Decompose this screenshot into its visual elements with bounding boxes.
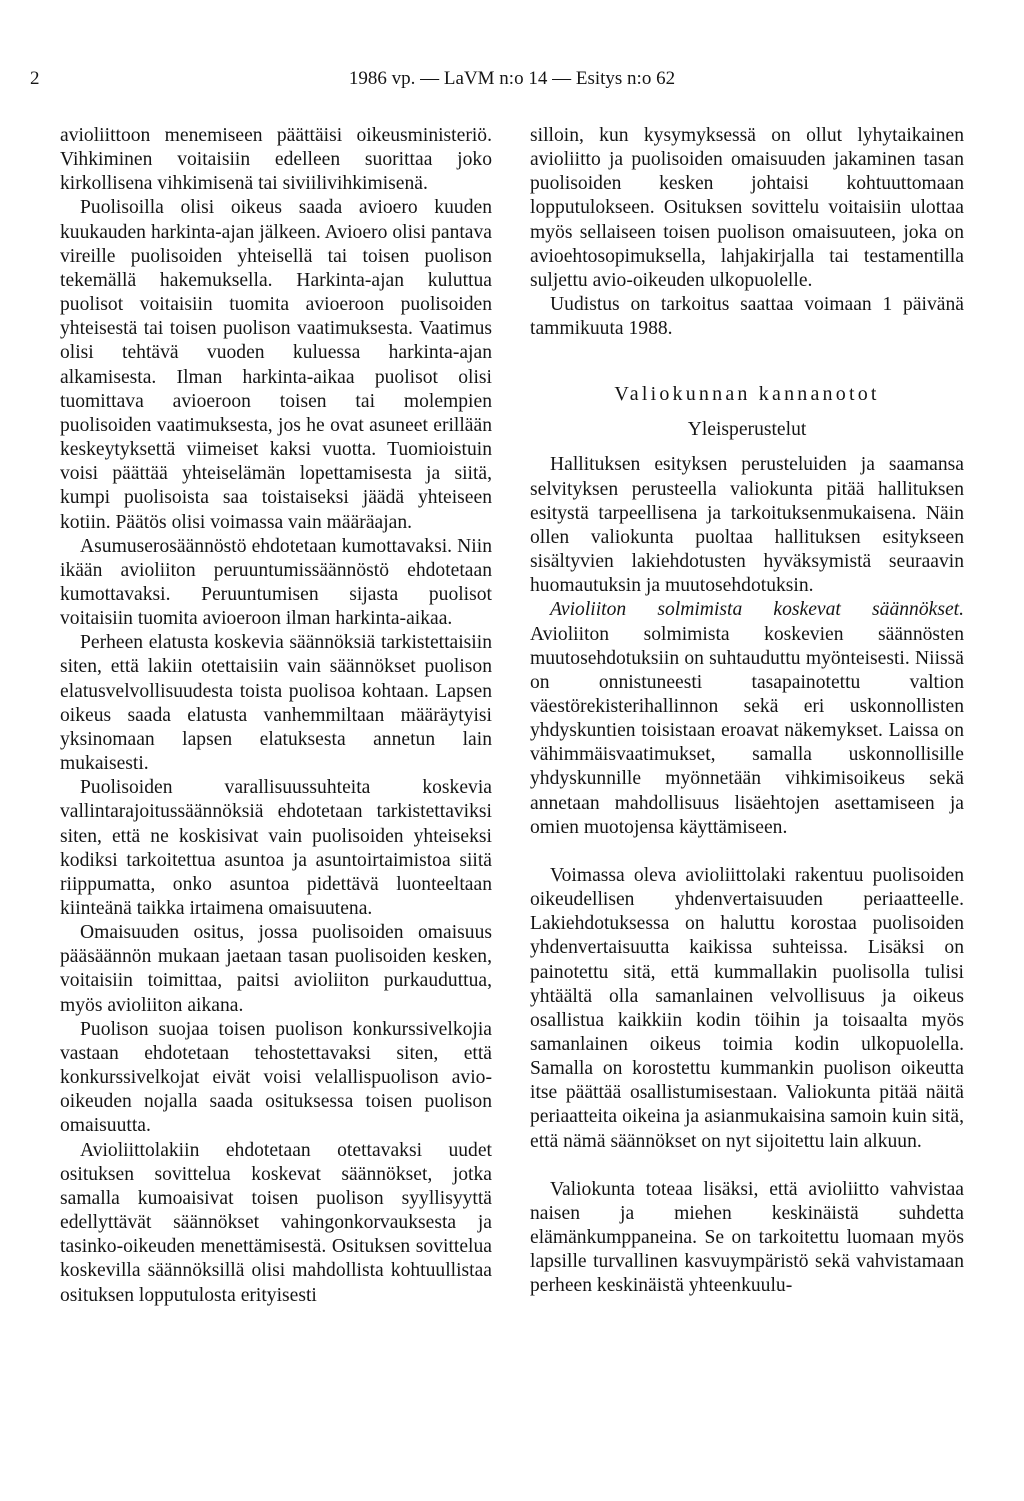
paragraph: Perheen elatusta koskevia säännöksiä tarkistettaisiin siten, että lakiin otettaisiin vain säännökset puolison elatusvelvollisuudesta toista puolisoa kohtaan. Lapsen oikeus saada elatusta vanhemmiltaan määräytyisi yksinomaan lapsen elatuksesta annetun lain mukaisesti. (60, 632, 492, 775)
paragraph-spacer (530, 1154, 964, 1178)
section-title: Valiokunnan kannanotot (614, 383, 880, 406)
paragraph: Puolisoilla olisi oikeus saada avioero kuuden kuukauden harkinta-ajan jälkeen. Avioero olisi pantava vireille puolisoiden yhteisellä tai toisen puolison tekemällä hakemuksella. Harkinta-ajan kuluttua puolisot voitaisiin tuomita avioeroon puolisoiden yhteisestä tai toisen puolison vaatimuksesta. Vaatimus olisi tehtävä vuoden kuluessa harkinta-ajan alkamisesta. Ilman harkinta-aikaa puolisot olisi tuomittava avioeroon toisen tai molempien puolisoiden vaatimuksesta, jos he ovat asuneet erillään keskeytyksettä viimeiset kaksi vuotta. Tuomioistuin voisi päättää yhteiselämän lopettamisesta ja siitä, kumpi puolisoista saa toistaiseksi jäädä yhteiseen kotiin. Päätös olisi voimassa vain määräajan. (60, 197, 492, 533)
paragraph: Puolison suojaa toisen puolison konkurssivelkojia vastaan ehdotetaan tehostettavaksi siten, että konkurssivelkojat eivät voisi velallispuolison avio-oikeuden nojalla saada osituksessa toisen puolison omaisuutta. (60, 1018, 492, 1137)
paragraph: Uudistus on tarkoitus saattaa voimaan 1 päivänä tammikuuta 1988. (530, 294, 964, 340)
page-number: 2 (30, 68, 40, 89)
paragraph: silloin, kun kysymyksessä on ollut lyhytaikainen avioliitto ja puolisoiden omaisuuden jakaminen tasan puolisoiden kesken johtaisi kohtuuttomaan lopputulokseen. Osituksen sovittelu voitaisiin ulottaa myös sellaiseen toisen puolison omaisuuteen, joka on avioehtosopimuksella, lahjakirjalla tai testamentilla suljettu avio-oikeuden ulkopuolelle. (530, 125, 964, 291)
subsection-title: Yleisperustelut (687, 419, 807, 441)
paragraph: Omaisuuden ositus, jossa puolisoiden omaisuus pääsäännön mukaan jaetaan tasan puolisoiden kesken, voitaisiin toimittaa, paitsi avioliiton purkauduttua, myös avioliiton aikana. (60, 922, 492, 1016)
right-column (530, 124, 964, 1299)
paragraph: avioliittoon menemiseen päättäisi oikeusministeriö. Vihkiminen voitaisiin edelleen suorittaa joko kirkollisena vihkimisenä tai siviilivihkimisenä. (60, 125, 492, 195)
paragraph: Valiokunta toteaa lisäksi, että avioliitto vahvistaa naisen ja miehen keskinäistä suhdetta elämänkumppaneina. Se on tarkoitettu luomaan myös lapsille turvallinen kasvuympäristö sekä vahvistamaan perheen keskinäistä yhteenkuulu- (530, 1178, 964, 1297)
paragraph (530, 598, 964, 840)
paragraph-heading: Avioliiton solmimista koskevat säännökset. (550, 599, 964, 621)
paragraph: Voimassa oleva avioliittolaki rakentuu puolisoiden oikeudellisen yhdenvertaisuuden periaatteelle. Lakiehdotuksessa on haluttu korostaa puolisoiden yhdenvertaisuutta kaikissa suhteissa. Lisäksi on painotettu sitä, että kummallakin puolisolla tulisi yhtäältä olla samanlainen velvollisuus ja oikeus osallistua kaikkiin kodin töihin ja toisaalta myös samanlainen oikeus toimia kodin ulkopuolella. Samalla on korostettu kummankin puolison oikeutta itse päättää osallistumisestaan. Valiokunta pitää näitä periaatteita oikeina ja asianmukaisina samoin kuin sitä, että nämä säännökset on nyt sijoitettu lain alkuun. (530, 864, 964, 1152)
running-head: 1986 vp. — LaVM n:o 14 — Esitys n:o 62 (348, 68, 676, 89)
paragraph: Asumuserosäännöstö ehdotetaan kumottavaksi. Niin ikään avioliiton peruuntumissäännöstö ehdotetaan kumottavaksi. Peruuntumisen sijasta puolisot voitaisiin tuomita avioeroon ilman harkinta-aikaa. (60, 535, 492, 630)
paragraph: Puolisoiden varallisuussuhteita koskevia vallintarajoitussäännöksiä ehdotetaan tarkistettaviksi siten, että ne koskisivat vain puolisoiden yhteiseksi kodiksi tarkoitettua asuntoa ja asuntoirtaimistoa siitä riippumatta, onko asuntoa pidettävä luonteeltaan kiinteänä taikka irtaimena omaisuutena. (60, 777, 492, 919)
paragraph-text: Avioliiton solmimista koskevien säännösten muutosehdotuksiin on suhtauduttu myönteisesti. Niissä on onnistuneesti tasapainotettu valtion väestörekisterihallinnon sekä eri uskonnollisten yhdyskuntien toisistaan eroavat näkemykset. Laissa on vähimmäisvaatimukset, samalla uskonnollisille yhdyskunnille myönnetään vihkimisoikeus sekä annetaan mahdollisuus lisäehtojen asettamiseen ja omien muotojensa käyttämiseen. (530, 623, 964, 838)
left-column (60, 124, 492, 1308)
paragraph-spacer (530, 840, 964, 864)
paragraph: Hallituksen esityksen perusteluiden ja saamansa selvityksen perusteella valiokunta pitää hallituksen esitystä tarpeellisena ja tarkoituksenmukaisena. Näin ollen valiokunta puoltaa hallituksen esitykseen sisältyvien lakiehdotusten hyväksymistä seuraavin huomautuksin ja muutosehdotuksin. (530, 454, 964, 597)
paragraph: Avioliittolakiin ehdotetaan otettavaksi uudet osituksen sovittelua koskevat säännökset, jotka samalla kumoaisivat toisen puolison syyllisyyttä edellyttävät säännökset vahingonkorvauksesta ja tasinko-oikeuden menettämisestä. Osituksen sovittelua koskevilla säännöksillä olisi mahdollista kohtuullistaa osituksen lopputulosta erityisesti (60, 1139, 492, 1306)
page-header (30, 64, 994, 94)
